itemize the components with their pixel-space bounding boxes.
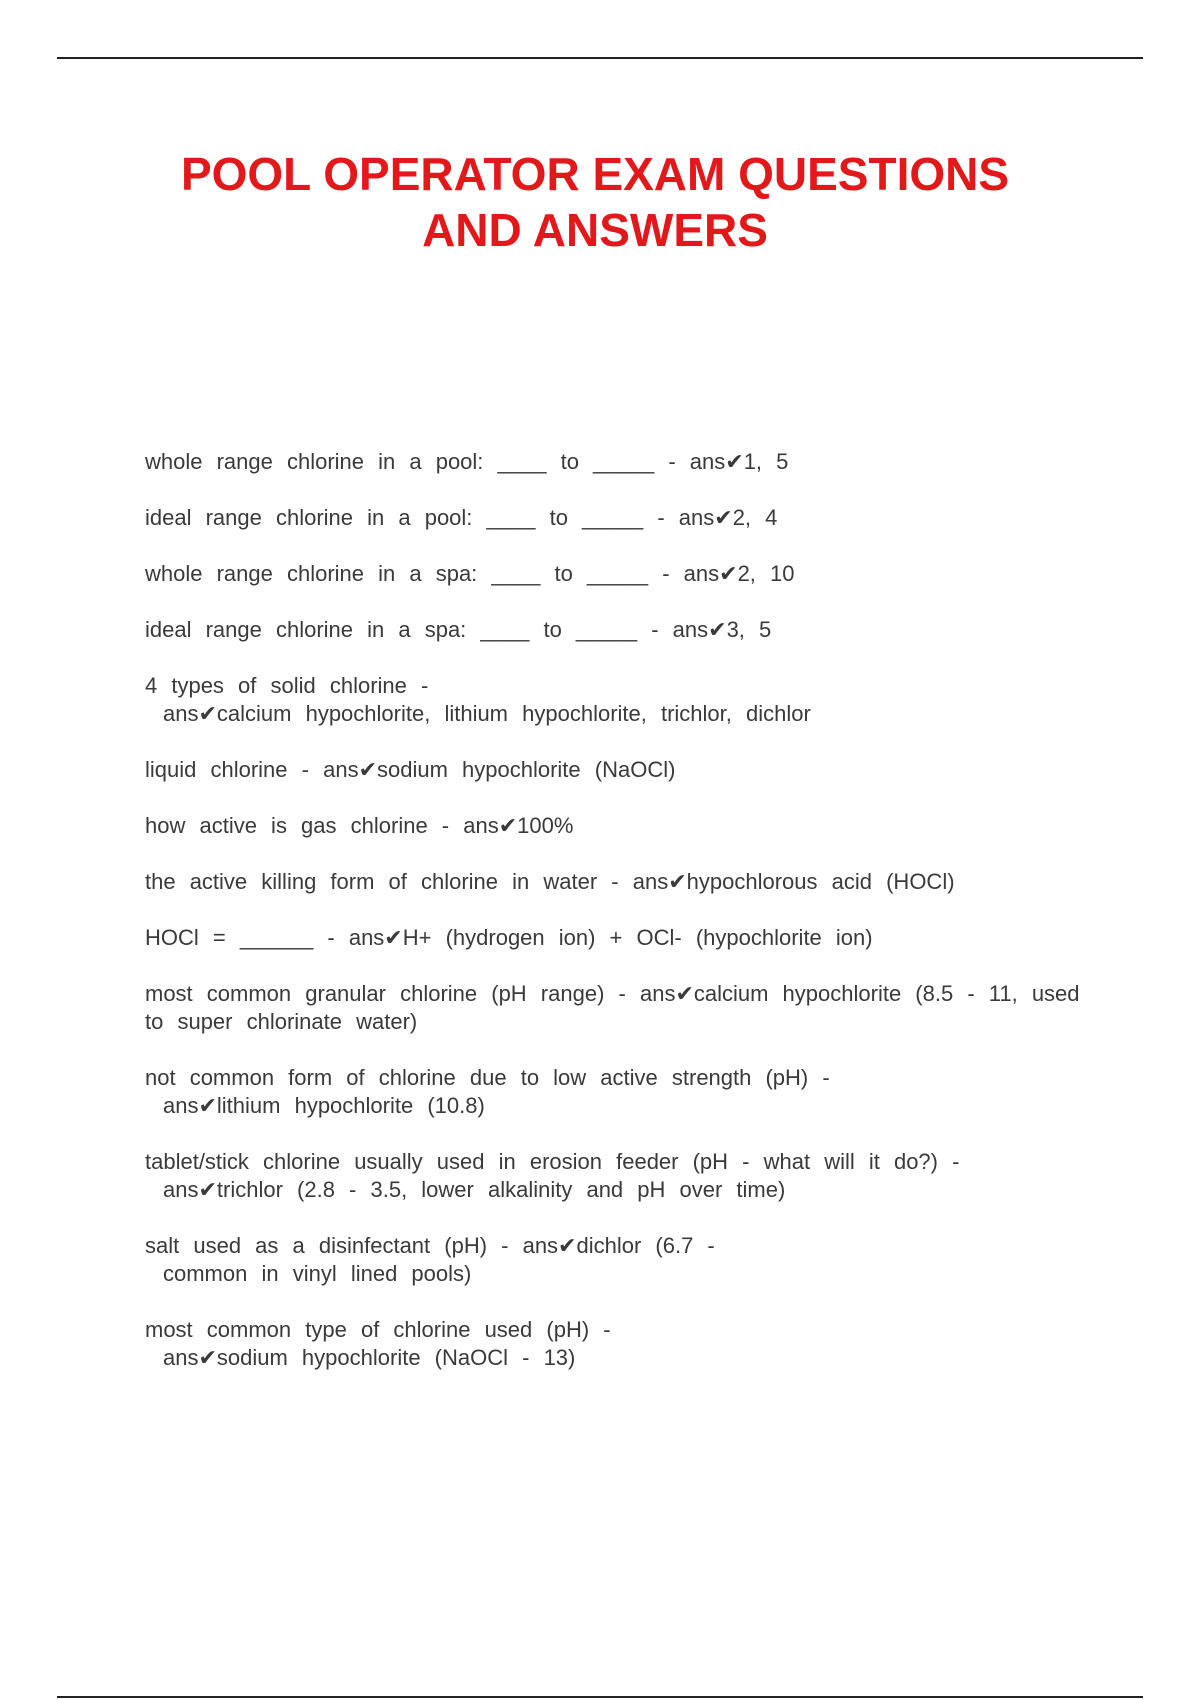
qa-item — [145, 504, 1090, 532]
question-text: whole range chlorine in a spa: ____ to _____ - — [145, 561, 670, 586]
question-text: whole range chlorine in a pool: ____ to _____ - — [145, 449, 676, 474]
answer-text: ans✔H+ (hydrogen ion) + OCl- (hypochlorite ion) — [348, 925, 873, 950]
question-text: ideal range chlorine in a spa: ____ to _____ - — [145, 617, 659, 642]
answer-text: ans✔calcium hypochlorite (8.5 - 11, used to super chlorinate water) — [145, 981, 1080, 1034]
answer-text: ans✔3, 5 — [672, 617, 772, 642]
qa-item — [145, 1148, 1090, 1204]
qa-item — [145, 1064, 1090, 1120]
question-text: not common form of chlorine due to low active strength (pH) - — [145, 1065, 830, 1090]
qa-item — [145, 812, 1090, 840]
question-text: tablet/stick chlorine usually used in erosion feeder (pH - what will it do?) - — [145, 1149, 960, 1174]
header-rule — [57, 57, 1143, 59]
qa-item — [145, 560, 1090, 588]
answer-text: ans✔100% — [463, 813, 574, 838]
question-text: ideal range chlorine in a pool: ____ to _____ - — [145, 505, 665, 530]
question-text: HOCl = ______ - — [145, 925, 335, 950]
question-text: the active killing form of chlorine in water - — [145, 869, 619, 894]
question-text: liquid chlorine - — [145, 757, 309, 782]
document-title — [0, 146, 1190, 258]
answer-text: common in vinyl lined pools) — [163, 1261, 472, 1286]
qa-item — [145, 756, 1090, 784]
answer-text: ans✔1, 5 — [689, 449, 789, 474]
title-line-1: POOL OPERATOR EXAM QUESTIONS — [180, 148, 1010, 200]
answer-text: ans✔sodium hypochlorite (NaOCl - 13) — [163, 1345, 576, 1370]
answer-text: ans✔lithium hypochlorite (10.8) — [163, 1093, 485, 1118]
qa-item — [145, 980, 1090, 1036]
question-text: salt used as a disinfectant (pH) - ans✔dichlor (6.7 - — [145, 1233, 715, 1258]
answer-text: ans✔hypochlorous acid (HOCl) — [632, 869, 955, 894]
title-line-2: AND ANSWERS — [422, 204, 768, 256]
question-text: how active is gas chlorine - — [145, 813, 450, 838]
answer-text: ans✔sodium hypochlorite (NaOCl) — [323, 757, 676, 782]
answer-text: ans✔calcium hypochlorite, lithium hypochlorite, trichlor, dichlor — [163, 701, 811, 726]
qa-item — [145, 672, 1090, 728]
qa-item — [145, 1232, 1090, 1288]
qa-item — [145, 448, 1090, 476]
question-text: most common granular chlorine (pH range) - — [145, 981, 626, 1006]
question-text: 4 types of solid chlorine - — [145, 673, 429, 698]
qa-item — [145, 924, 1090, 952]
question-text: most common type of chlorine used (pH) - — [145, 1317, 611, 1342]
footer-rule — [57, 1696, 1143, 1698]
qa-list — [145, 448, 1090, 1400]
qa-item — [145, 868, 1090, 896]
answer-text: ans✔2, 10 — [683, 561, 795, 586]
qa-item — [145, 1316, 1090, 1372]
qa-item — [145, 616, 1090, 644]
answer-text: ans✔2, 4 — [678, 505, 778, 530]
answer-text: ans✔trichlor (2.8 - 3.5, lower alkalinity and pH over time) — [163, 1177, 786, 1202]
